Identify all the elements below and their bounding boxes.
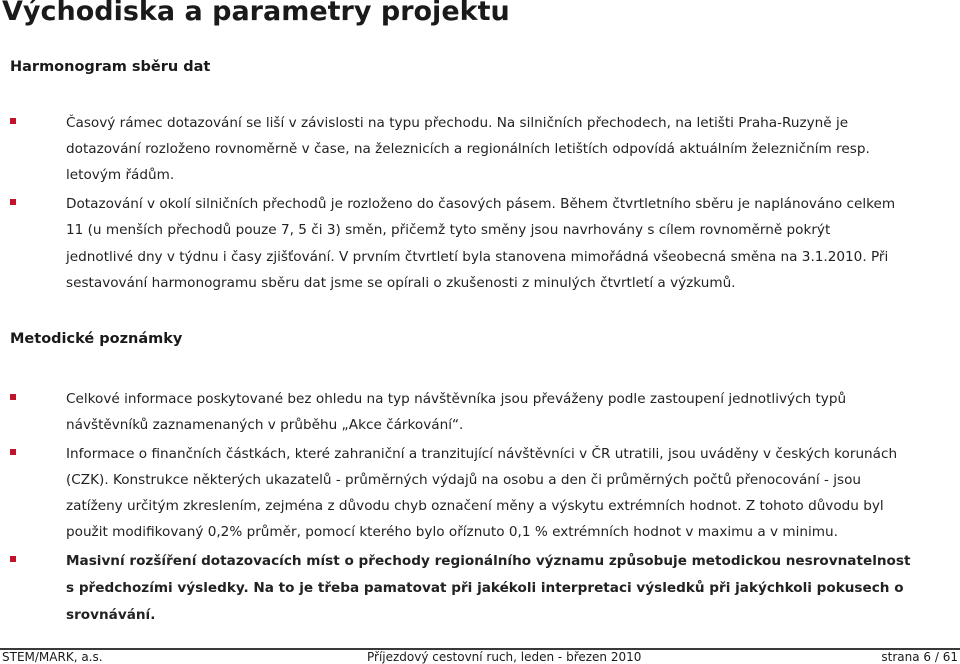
bullet-text: Informace o finančních částkách, které zahraniční a tranzitující návštěvníci v ČR utratili, jsou uváděny v českých korunách (CZK). Konstrukce některých ukazatelů - průměrných výdajů na osobu a den či průměrných počtů přenocování - jsou zatíženy určitým zkreslením, zejména z důvodu chyb označení měny a výskytu extrémních hodnot. Z tohoto důvodu byl použit modifikovaný 0,2% průměr, pomocí kterého bylo oříznuto 0,1 % extrémních hodnot v maximu a v minimu. [66,446,898,540]
bullet-time-frame [10,110,915,188]
bullet-weighting [10,386,915,438]
footer-page-number: strana 6 / 61 [881,650,958,664]
section-heading-schedule: Harmonogram sběru dat [10,59,211,75]
bullet-text: Dotazování v okolí silničních přechodů je rozloženo do časových pásem. Během čtvrtletního sběru je naplánováno celkem 11 (u menších přechodů pouze 7, 5 či 3) směn, přičemž tyto směny jsou navrhovány s cílem rovnoměrně pokrýt jednotlivé dny v týdnu i časy zjišťování. V prvním čtvrtletí byla stanovena mimořádná všeobecná směna na 3.1.2010. Při sestavování harmonogramu sběru dat jsme se opírali o zkušenosti z minulých čtvrtletí a výzkumů. [66,196,896,291]
bullet-comparability [10,548,915,629]
bullet-currency [10,441,915,545]
bullet-text: Masivní rozšíření dotazovacích míst o přechody regionálního významu způsobuje metodickou nesrovnatelnost s předchozími výsledky. Na to je třeba pamatovat při jakékoli interpretaci výsledků při jakýchkoli pokusech o srovnávání. [66,553,911,623]
page-title: Východiska a parametry projektu [2,0,510,27]
bullet-square-icon [10,118,16,124]
footer-company: STEM/MARK, a.s. [2,650,103,664]
bullet-text: Celkové informace poskytované bez ohledu na typ návštěvníka jsou převáženy podle zastoupení jednotlivých typů návštěvníků zaznamenaných v průběhu „Akce čárkování“. [66,391,847,433]
bullet-square-icon [10,556,16,562]
bullet-square-icon [10,199,16,205]
bullet-square-icon [10,449,16,455]
section-heading-methodology: Metodické poznámky [10,331,183,347]
bullet-road-crossings [10,191,915,296]
bullet-square-icon [10,394,16,400]
footer-report-title: Příjezdový cestovní ruch, leden - březen 2010 [367,650,642,664]
bullet-text: Časový rámec dotazování se liší v závislosti na typu přechodu. Na silničních přechodech, na letišti Praha-Ruzyně je dotazování rozloženo rovnoměrně v čase, na železnicích a regionálních letištích odpovídá aktuálním železničním resp. letovým řádům. [66,115,870,183]
